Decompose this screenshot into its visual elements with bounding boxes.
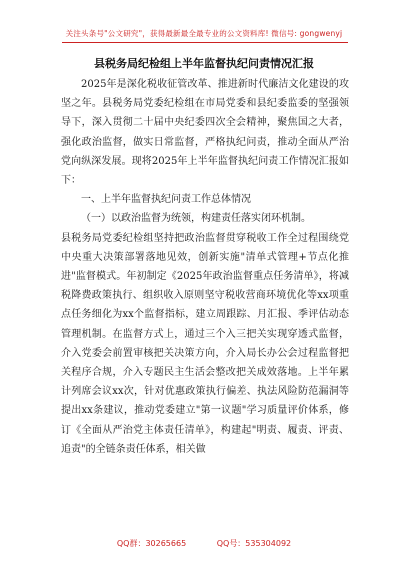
footer-qq-group: QQ群：30265665 xyxy=(116,539,187,548)
subsection-heading: （一）以政治监督为统领，构建责任落实闭环机制。 xyxy=(81,213,311,225)
footer-contact xyxy=(0,538,408,549)
subsection-paragraph: 县税务局党委纪检组坚持把政治监督贯穿税收工作全过程围绕党中央重大决策部署落地见效，创新实施"清单式管理+节点化推进"监督模式。年初制定《2025年政治监督重点任务清单》，将减税降费政策执行、组织收入原则坚守税收营商环境优化等xx项重点任务细化为xx个监督指标，建立周跟踪、月汇报、季评估动态管理机制。在监督方式上，通过三个入三把关实现穿透式监督，介入党委会前置审核把关决策方向，介入局长办公会过程监督把关程序合规，介入专题民主生活会整改把关成效落地。上半年累计列席会议xx次，针对优惠政策执行偏差、执法风险防范漏洞等提出xx条建议，推动党委建立"第一议题"学习质量评价体系，修订《全面从严治党主体责任清单》，构建起"明责、履责、评责、追责"的全链条责任体系，相关做 xyxy=(61,232,349,455)
intro-paragraph: 2025年是深化税收征管改革、推进新时代廉洁文化建设的攻坚之年。县税务局党委纪检组在市局党委和县纪委监委的坚强领导下，深入贯彻二十届中央纪委四次全会精神，聚焦国之大者，强化政治监督，做实日常监督，严格执纪问责，推动全面从严治党向纵深发展。现将2025年上半年监督执纪问责工作情况汇报如下： xyxy=(61,79,349,187)
footer-qq-number: QQ号：535304092 xyxy=(216,539,292,548)
document-title: 县税务局纪检组上半年监督执纪问责情况汇报 xyxy=(94,57,314,70)
document-body xyxy=(61,75,349,459)
section-heading: 一、上半年监督执纪问责工作总体情况 xyxy=(81,194,251,206)
header-banner: 关注头条号"公文研究"，获得最新最全最专业的公文资料库! 微信号: gongwenyj xyxy=(65,29,343,38)
header-divider xyxy=(62,42,348,43)
